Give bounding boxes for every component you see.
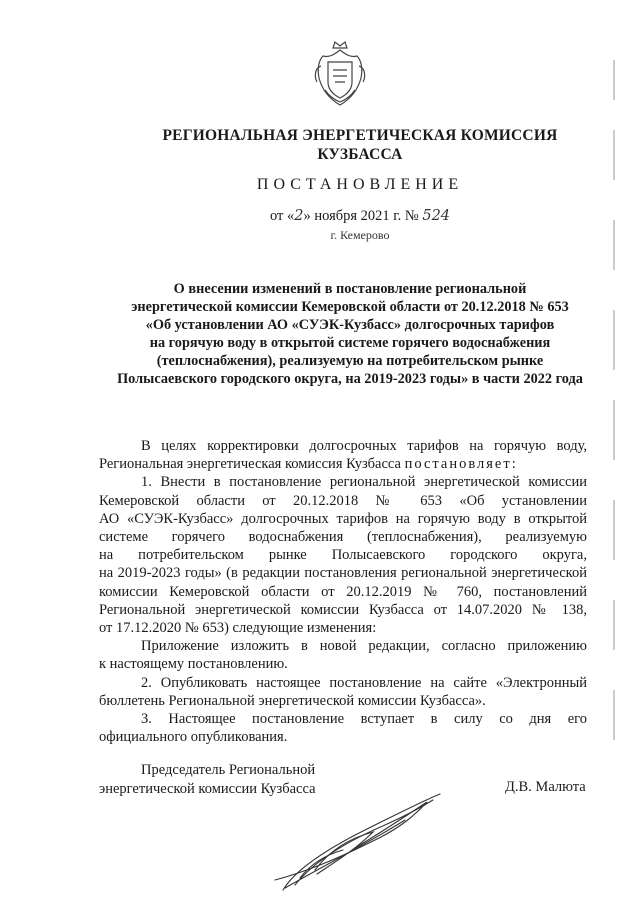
body-line: к настоящему постановлению. — [99, 656, 288, 673]
title-line: «Об установлении АО «СУЭК-Кузбасс» долгосрочных тарифов — [145, 317, 555, 333]
organization-name-line2: КУЗБАССА — [317, 146, 403, 163]
body-text: Региональная энергетическая комиссия Кузбасса — [99, 456, 405, 473]
body-line — [99, 455, 587, 473]
body-line: В целях корректировки долгосрочных тарифов на горячую воду, — [141, 438, 587, 454]
document-date-line — [210, 208, 510, 225]
title-line: О внесении изменений в постановление региональной — [173, 281, 527, 297]
date-day: 2 — [294, 208, 304, 224]
handwritten-signature-icon — [255, 790, 455, 895]
position-line: энергетической комиссии Кузбасса — [99, 780, 316, 797]
title-line: (теплоснабжения), реализуемую на потребительском рынке — [156, 353, 544, 369]
organization-name-line1: РЕГИОНАЛЬНАЯ ЭНЕРГЕТИЧЕСКАЯ КОМИССИЯ — [162, 127, 558, 144]
document-number: 524 — [422, 208, 451, 224]
resolution-word: постановляет — [404, 456, 512, 473]
body-line: 3. Настоящее постановление вступает в силу со дня его — [141, 711, 587, 728]
body-line: бюллетень Региональной энергетической комиссии Кузбасса». — [99, 692, 486, 709]
body-line: АО «СУЭК-Кузбасс» долгосрочных тарифов на горячую воду в открытой — [99, 510, 587, 527]
signer-name: Д.В. Малюта — [505, 779, 586, 795]
city: г. Кемерово — [330, 228, 390, 242]
date-rest: » ноября 2021 г. № — [303, 208, 423, 224]
body-text: : — [511, 456, 516, 473]
document-body — [99, 437, 587, 746]
body-line: Кемеровской области от 20.12.2018 № 653 «Об установлении — [99, 492, 587, 509]
title-line: Полысаевского городского округа, на 2019-2023 годы» в части 2022 года — [117, 371, 583, 387]
document-type: ПОСТАНОВЛЕНИЕ — [256, 176, 464, 193]
body-line: на 2019-2023 годы» (в редакции постановления региональной энергетической — [99, 565, 587, 582]
body-line: официального опубликования. — [99, 729, 288, 746]
scan-margin-marks — [612, 40, 616, 770]
body-line: системе горячего водоснабжения (теплоснабжения), реализуемую — [99, 529, 587, 546]
coat-of-arms-icon — [311, 38, 369, 108]
body-line: 1. Внести в постановление региональной энергетической комиссии — [141, 474, 587, 491]
position-line: Председатель Региональной — [141, 762, 316, 778]
body-line: Региональной энергетической комиссии Кузбасса от 14.07.2020 № 138, — [99, 601, 587, 618]
title-line: энергетической комиссии Кемеровской области от 20.12.2018 № 653 — [131, 299, 569, 315]
body-line: комиссии Кемеровской области от 20.12.2019 № 760, постановлений — [99, 583, 587, 600]
body-line: 2. Опубликовать настоящее постановление на сайте «Электронный — [141, 674, 587, 691]
title-line: на горячую воду в открытой системе горячего водоснабжения — [149, 335, 551, 351]
body-line: Приложение изложить в новой редакции, согласно приложению — [141, 638, 587, 655]
document-title — [90, 280, 610, 388]
date-prefix: от « — [269, 208, 295, 224]
body-line: от 17.12.2020 № 653) следующие изменения: — [99, 620, 377, 637]
body-line: на потребительском рынке Полысаевского городского округа, — [99, 547, 587, 564]
